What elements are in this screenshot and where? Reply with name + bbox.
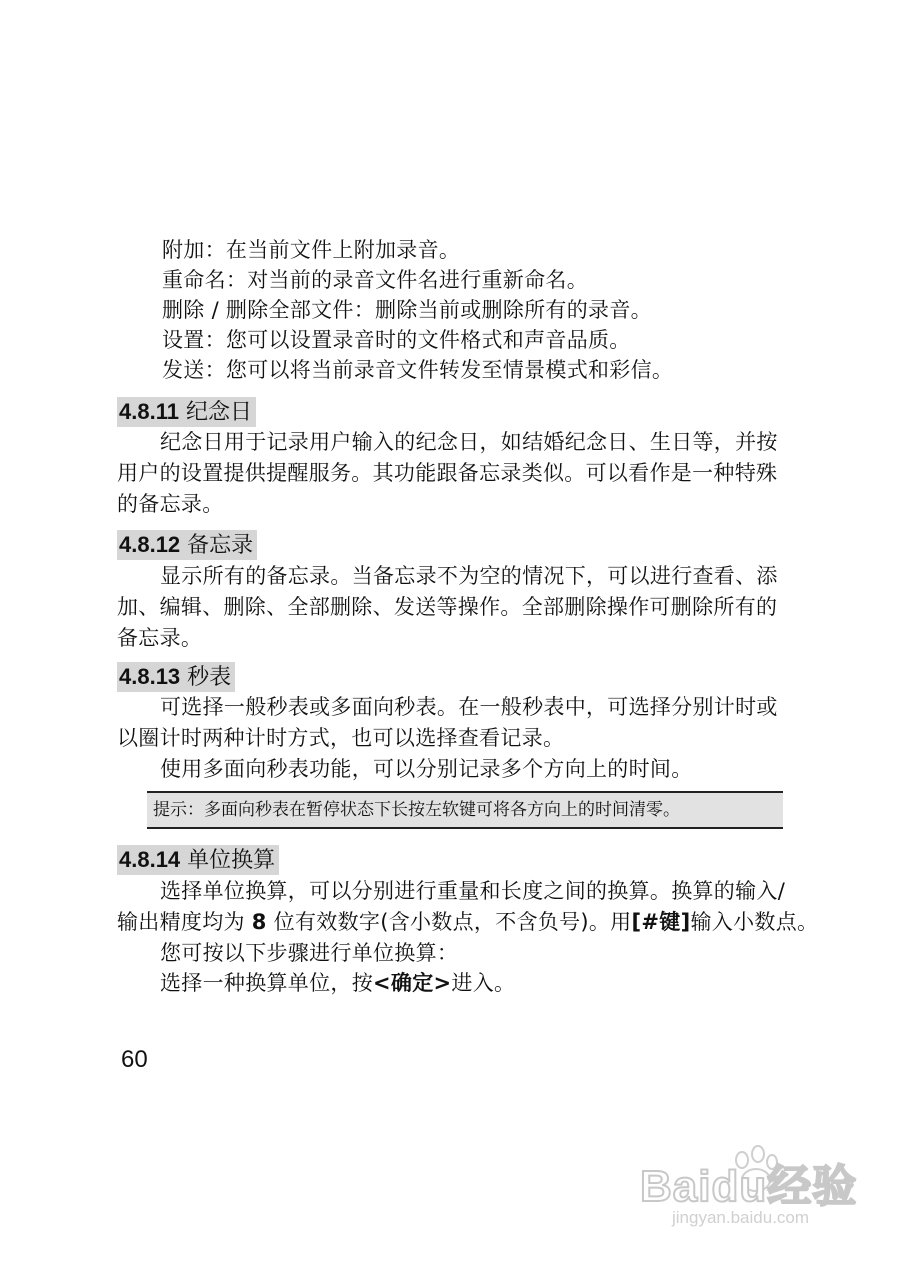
text-run: 输入小数点。 xyxy=(690,910,819,934)
section-title: 纪念日 xyxy=(185,400,252,425)
precision-digits: 8 xyxy=(251,910,267,934)
hash-key-label: [#键] xyxy=(631,910,691,934)
page-number: 60 xyxy=(121,1046,148,1073)
section-heading-stopwatch xyxy=(117,662,235,692)
paragraph-line: 您可按以下步骤进行单位换算： xyxy=(160,941,459,965)
paragraph-line: 纪念日用于记录用户输入的纪念日，如结婚纪念日、生日等，并按 xyxy=(160,430,778,454)
text-run: 输出精度均为 xyxy=(117,910,245,934)
text-run: 选择一种换算单位，按 xyxy=(160,971,373,995)
watermark-url: jingyan.baidu.com xyxy=(672,1208,810,1227)
list-item-delete: 删除 / 删除全部文件：删除当前或删除所有的录音。 xyxy=(162,298,652,322)
section-title: 备忘录 xyxy=(187,533,254,558)
paragraph-line: 使用多面向秒表功能，可以分别记录多个方向上的时间。 xyxy=(160,757,693,781)
paragraph-line: 显示所有的备忘录。当备忘录不为空的情况下，可以进行查看、添 xyxy=(160,564,778,588)
paragraph-line xyxy=(117,908,818,936)
text-run: 进入。 xyxy=(451,971,516,995)
section-title: 单位换算 xyxy=(187,848,276,873)
list-item-attach: 附加：在当前文件上附加录音。 xyxy=(162,238,461,262)
section-number: 4.8.13 xyxy=(119,664,181,689)
section-heading-anniversary xyxy=(117,397,256,427)
watermark-logo: Baidu经验 xyxy=(640,1162,858,1211)
list-item-rename: 重命名：对当前的录音文件名进行重新命名。 xyxy=(162,268,588,292)
paragraph-line: 选择单位换算，可以分别进行重量和长度之间的换算。换算的输入/ xyxy=(160,879,786,903)
tip-box: 提示：多面向秒表在暂停状态下长按左软键可将各方向上的时间清零。 xyxy=(147,791,783,829)
paragraph-line: 的备忘录。 xyxy=(117,492,224,516)
confirm-key-label: <确定> xyxy=(373,971,452,995)
section-number: 4.8.12 xyxy=(119,532,181,557)
list-item-settings: 设置：您可以设置录音时的文件格式和声音品质。 xyxy=(162,328,631,352)
section-heading-memo xyxy=(117,530,257,560)
list-item-send: 发送：您可以将当前录音文件转发至情景模式和彩信。 xyxy=(162,358,674,382)
section-heading-unit-conversion xyxy=(117,845,279,875)
paragraph-line: 以圈计时两种计时方式，也可以选择查看记录。 xyxy=(117,726,565,750)
text-run: 位有效数字(含小数点，不含负号)。用 xyxy=(273,910,632,934)
paragraph-line: 备忘录。 xyxy=(117,626,203,650)
watermark xyxy=(640,1140,890,1260)
section-number: 4.8.14 xyxy=(119,847,181,872)
paragraph-line xyxy=(160,969,515,997)
section-number: 4.8.11 xyxy=(119,399,179,424)
section-title: 秒表 xyxy=(187,665,232,690)
paragraph-line: 可选择一般秒表或多面向秒表。在一般秒表中，可选择分别计时或 xyxy=(160,695,778,719)
paragraph-line: 加、编辑、删除、全部删除、发送等操作。全部删除操作可删除所有的 xyxy=(117,595,778,619)
paragraph-line: 用户的设置提供提醒服务。其功能跟备忘录类似。可以看作是一种特殊 xyxy=(117,461,778,485)
